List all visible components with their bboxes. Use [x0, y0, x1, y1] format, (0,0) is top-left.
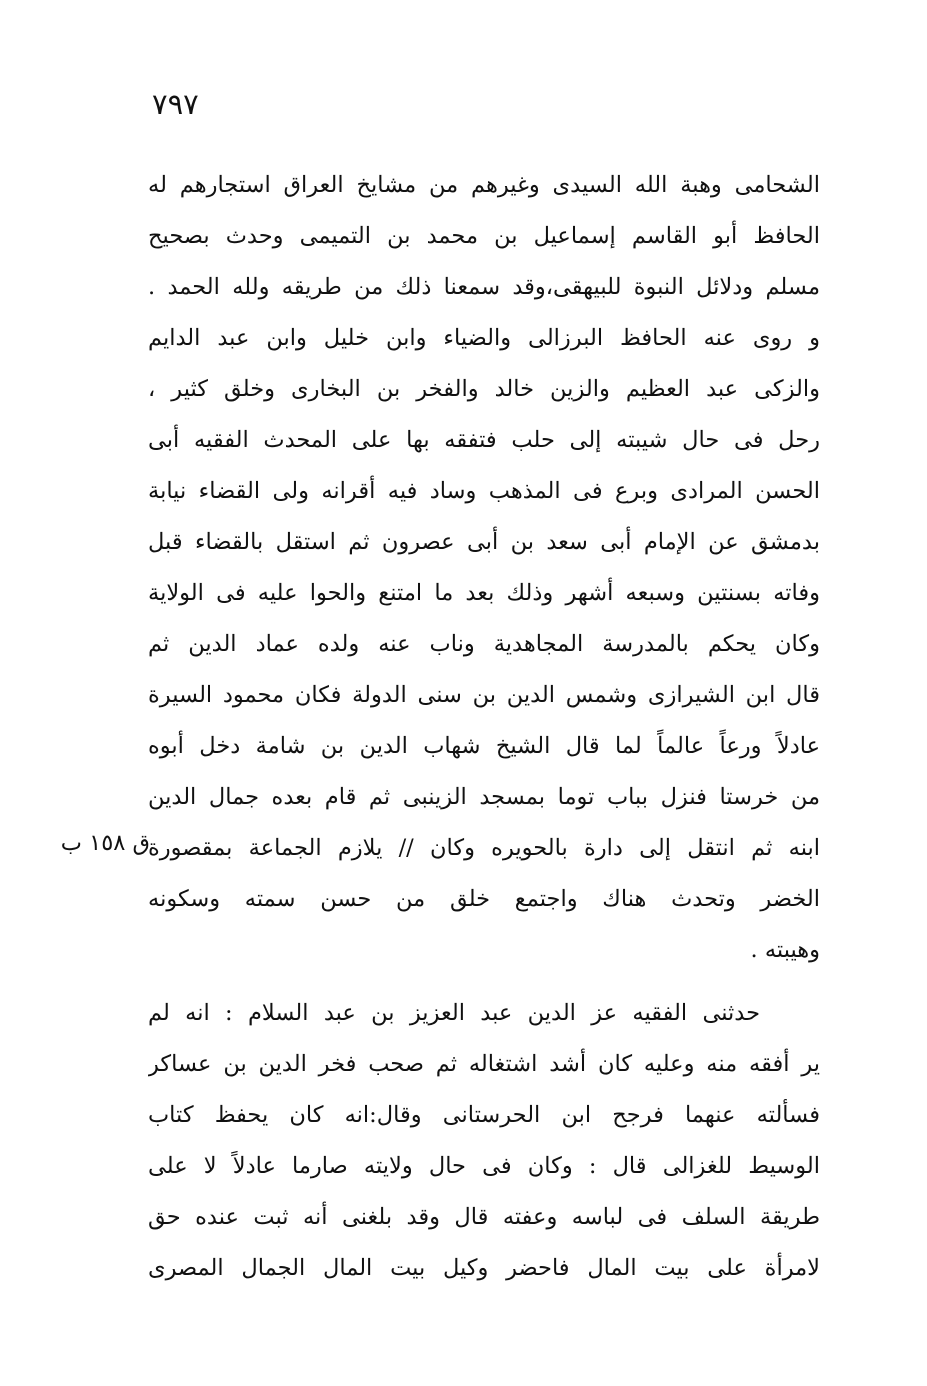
text-line: فسألته عنهما فرجح ابن الحرستانى وقال:انه كان يحفظ كتاب	[148, 1102, 820, 1128]
text-line: ير أفقه منه وعليه كان أشد اشتغاله ثم صحب فخر الدين بن عساكر	[148, 1051, 820, 1077]
text-line: الخضر وتحدث هناك واجتمع خلق من حسن سمته وسكونه	[148, 886, 820, 912]
text-line: وكان يحكم بالمدرسة المجاهدية وناب عنه ولده عماد الدين ثم	[148, 631, 820, 657]
text-line: وهيبته .	[750, 937, 820, 963]
text-line: و روى عنه الحافظ البرزالى والضياء وابن خليل وابن عبد الدايم	[148, 325, 820, 351]
text-line: الحافظ أبو القاسم إسماعيل بن محمد بن التميمى وحدث بصحيح	[148, 223, 820, 249]
text-line: عادلاً ورعاً عالماً لما قال الشيخ شهاب الدين بن شامة دخل أبوه	[148, 733, 820, 759]
text-line: الحسن المرادى وبرع فى المذهب وساد فيه أقرانه ولى القضاء نيابة	[148, 478, 820, 504]
text-line: رحل فى حال شيبته إلى حلب فتفقه بها على المحدث الفقيه أبى	[148, 427, 820, 453]
page-number: ٧٩٧	[152, 87, 199, 121]
manuscript-folio-note: ق ١٥٨ ب	[60, 830, 150, 856]
second-paragraph	[148, 988, 820, 1294]
text-line: طريقة السلف فى لباسه وعفته قال وقد بلغنى أنه ثبت عنده حق	[148, 1204, 820, 1230]
text-line: مسلم ودلائل النبوة للبيهقى،وقد سمعنا ذلك من طريقه ولله الحمد .	[148, 274, 820, 300]
text-line: الشحامى وهبة الله السيدى وغيرهم من مشايخ العراق استجارهم له	[148, 172, 820, 198]
text-line: والزكى عبد العظيم والزين خالد والفخر بن البخارى وخلق كثير ،	[148, 376, 820, 402]
text-line: حدثنى الفقيه عز الدين عبد العزيز بن عبد السلام : انه لم	[148, 1000, 760, 1026]
text-line: قال ابن الشيرازى وشمس الدين بن سنى الدولة فكان محمود السيرة	[148, 682, 820, 708]
text-line: الوسيط للغزالى قال : وكان فى حال ولايته صارما عادلاً لا على	[148, 1153, 820, 1179]
text-line: وفاته بسنتين وسبعه أشهر وذلك بعد ما امتنع والحوا عليه فى الولاية	[148, 580, 820, 606]
text-line: لامرأة على بيت المال فاحضر وكيل بيت المال الجمال المصرى	[148, 1255, 820, 1281]
text-line: ابنه ثم انتقل إلى دارة بالحويره وكان // يلازم الجماعة بمقصورة	[148, 835, 820, 861]
text-line: بدمشق عن الإمام أبى سعد بن أبى عصرون ثم استقل بالقضاء قبل	[148, 529, 820, 555]
main-paragraph	[148, 160, 820, 976]
text-line: من خرستا فنزل بباب توما بمسجد الزينبى ثم قام بعده جمال الدين	[148, 784, 820, 810]
